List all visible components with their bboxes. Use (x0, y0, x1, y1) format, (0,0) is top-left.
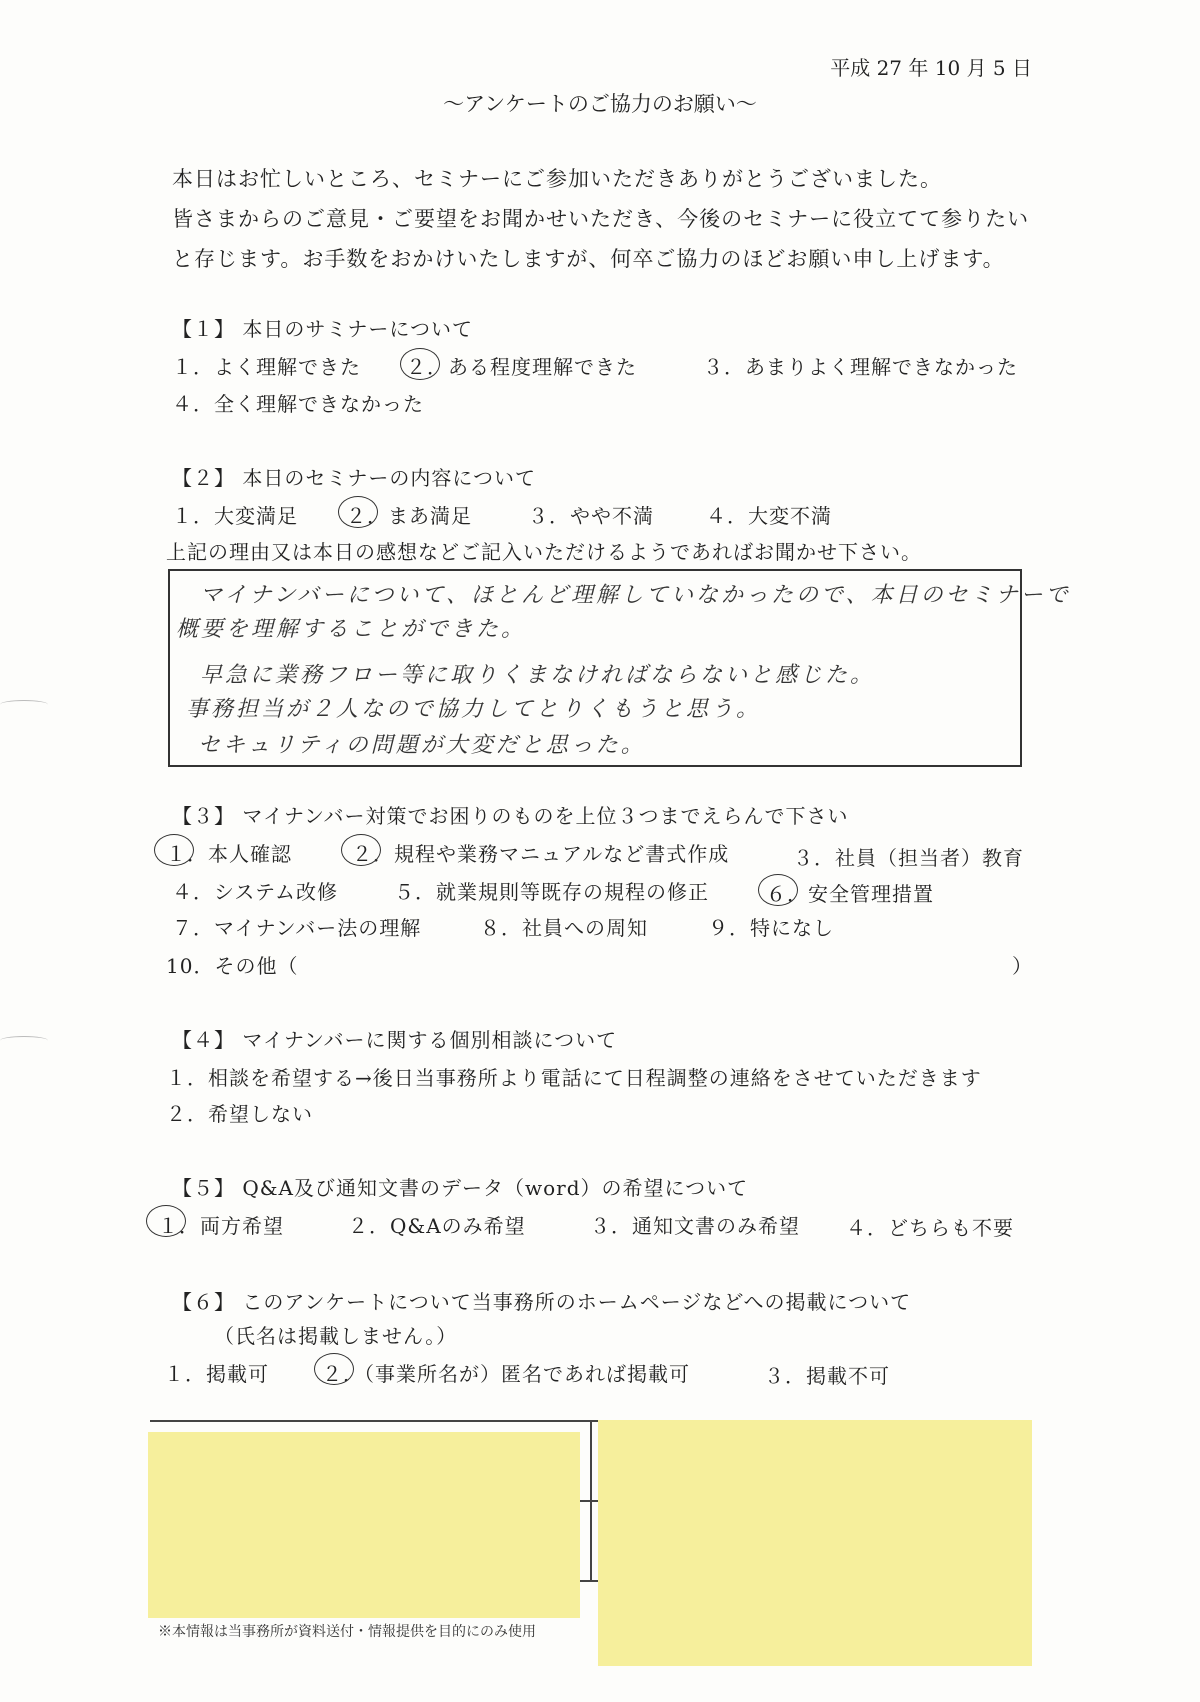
q3-option-1[interactable]: １．本人確認 (166, 842, 292, 866)
document-date: 平成 27 年 10 月 5 日 (830, 56, 1032, 80)
q3-option-9[interactable]: ９．特になし (708, 916, 834, 940)
q3-option-10[interactable]: 10．その他（ (166, 954, 299, 978)
punch-hole-mark (0, 700, 48, 709)
handwritten-comment-line: 早急に業務フロー等に取りくまなければならないと感じた。 (200, 663, 876, 688)
handwritten-comment-line: 概要を理解することができた。 (176, 617, 527, 642)
handwritten-comment-line: 事務担当が２人なので協力してとりくもうと思う。 (186, 697, 762, 722)
selected-circle-mark (146, 1205, 186, 1237)
selected-circle-mark (338, 496, 378, 528)
q1-heading: 【１】 本日のサミナーについて (172, 317, 473, 341)
q6-option-3[interactable]: ３．掲載不可 (764, 1364, 890, 1388)
table-border (580, 1500, 600, 1502)
q1-option-4[interactable]: ４．全く理解できなかった (172, 392, 424, 416)
q5-option-3[interactable]: ３．通知文書のみ希望 (590, 1214, 800, 1238)
q1-option-1[interactable]: １．よく理解できた (172, 355, 361, 379)
handwritten-comment-line: セキュリティの問題が大変だと思った。 (198, 733, 646, 758)
q5-heading: 【５】 Q&A及び通知文書のデータ（word）の希望について (172, 1176, 749, 1200)
q3-option-2[interactable]: ２．規程や業務マニュアルなど書式作成 (352, 842, 730, 866)
q1-option-3[interactable]: ３．あまりよく理解できなかった (703, 355, 1018, 379)
q4-option-1[interactable]: １．相談を希望する→後日当事務所より電話にて日程調整の連絡をさせていただきます (166, 1066, 982, 1090)
q3-option-5[interactable]: ５．就業規則等既存の規程の修正 (394, 880, 709, 904)
selected-circle-mark (314, 1353, 354, 1385)
q2-option-3[interactable]: ３．やや不満 (528, 504, 654, 528)
q6-heading: 【６】 このアンケートについて当事務所のホームページなどへの掲載について (172, 1290, 912, 1314)
intro-line: 皆さまからのご意見・ご要望をお聞かせいただき、今後のセミナーに役立てて参りたい (172, 207, 1030, 231)
q2-option-2[interactable]: ２．まあ満足 (346, 504, 472, 528)
q1-option-2[interactable]: ２．ある程度理解できた (406, 355, 637, 379)
q6-note: （氏名は掲載しません。） (214, 1324, 458, 1348)
q2-heading: 【２】 本日のセミナーの内容について (172, 466, 536, 490)
punch-hole-mark (0, 1036, 48, 1045)
table-border (580, 1580, 600, 1582)
q5-option-4[interactable]: ４．どちらも不要 (846, 1216, 1014, 1240)
q3-option-10-close: ） (1012, 954, 1033, 978)
q3-option-3[interactable]: ３．社員（担当者）教育 (793, 846, 1024, 870)
selected-circle-mark (758, 874, 798, 906)
q6-option-1[interactable]: １．掲載可 (164, 1362, 269, 1386)
q3-option-6[interactable]: ６．安全管理措置 (766, 882, 934, 906)
redaction-sticky-note (148, 1432, 580, 1618)
intro-line: 本日はお忙しいところ、セミナーにご参加いただきありがとうございました。 (172, 167, 942, 191)
selected-circle-mark (341, 834, 381, 866)
page-title: ～アンケートのご協力のお願い～ (443, 92, 757, 116)
q4-heading: 【４】 マイナンバーに関する個別相談について (172, 1028, 618, 1052)
handwritten-comment-line: マイナンバーについて、ほとんど理解していなかったので、本日のセミナーで (200, 583, 1071, 608)
footer-note: ※本情報は当事務所が資料送付・情報提供を目的にのみ使用 (158, 1624, 536, 1640)
q2-comment-prompt: 上記の理由又は本日の感想などご記入いただけるようであればお聞かせ下さい。 (166, 540, 922, 564)
q2-option-4[interactable]: ４．大変不満 (706, 504, 832, 528)
q3-option-4[interactable]: ４．システム改修 (172, 880, 338, 904)
q6-option-2[interactable]: ２．（事業所名が）匿名であれば掲載可 (322, 1362, 690, 1386)
q3-heading: 【３】 マイナンバー対策でお困りのものを上位３つまでえらんで下さい (172, 804, 849, 828)
q3-option-8[interactable]: ８．社員への周知 (480, 916, 648, 940)
q5-option-2[interactable]: ２．Q&Aのみ希望 (348, 1214, 526, 1238)
q5-option-1[interactable]: １．両方希望 (158, 1214, 284, 1238)
q3-option-7[interactable]: ７．マイナンバー法の理解 (172, 916, 422, 940)
selected-circle-mark (154, 834, 194, 866)
redaction-sticky-note (598, 1420, 1032, 1666)
q2-option-1[interactable]: １．大変満足 (172, 504, 298, 528)
intro-line: と存じます。お手数をおかけいたしますが、何卒ご協力のほどお願い申し上げます。 (172, 247, 1005, 271)
q4-option-2[interactable]: ２．希望しない (166, 1102, 313, 1126)
selected-circle-mark (400, 348, 440, 380)
